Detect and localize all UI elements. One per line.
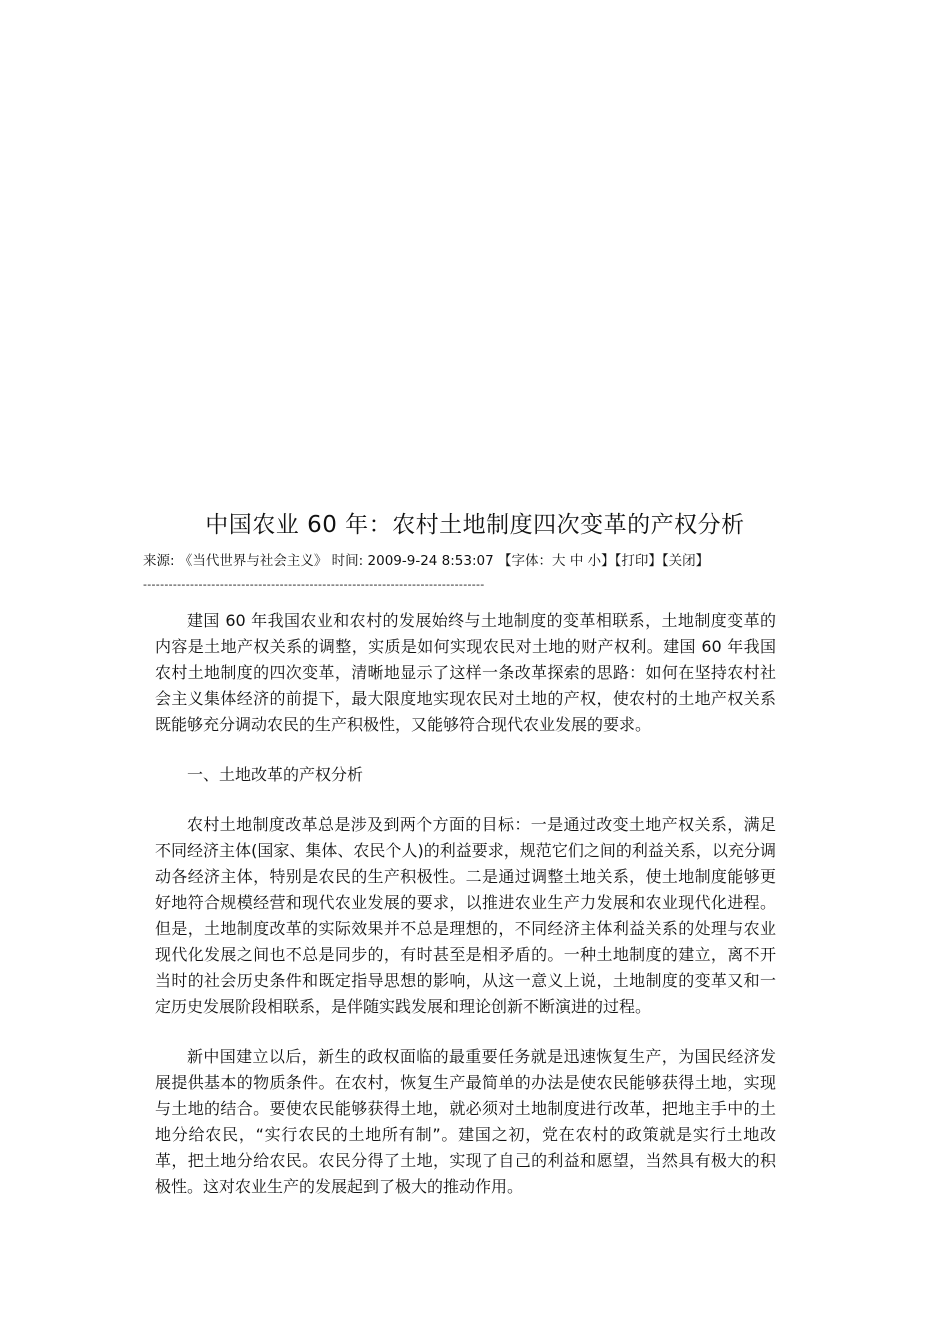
publish-time: 2009-9-24 8:53:07	[367, 553, 494, 569]
dashed-divider: --------------------------------------------------------------------------------	[143, 578, 485, 591]
article-title: 中国农业 60 年：农村土地制度四次变革的产权分析	[205, 512, 745, 538]
font-size-open: 【字体：	[498, 553, 553, 569]
font-size-close: 】	[601, 553, 615, 569]
source-label: 来源:	[143, 553, 175, 569]
time-label: 时间:	[331, 553, 364, 569]
font-size-small-link[interactable]: 小	[587, 553, 602, 569]
close-link[interactable]: 【关闭】	[661, 553, 710, 569]
paragraph: 新中国建立以后，新生的政权面临的最重要任务就是迅速恢复生产，为国民经济发展提供基本的物质条件。在农村，恢复生产最简单的办法是使农民能够获得土地，实现与土地的结合。要使农民能够获得土地，就必须对土地制度进行改革，把地主手中的土地分给农民，“实行农民的土地所有制”。建国之初，党在农村的政策就是实行土地改革，把土地分给农民。农民分得了土地，实现了自己的利益和愿望，当然具有极大的积极性。这对农业生产的发展起到了极大的推动作用。	[155, 1047, 776, 1196]
section-heading: 一、土地改革的产权分析	[187, 765, 364, 784]
font-size-large-link[interactable]: 大	[552, 553, 566, 569]
print-link[interactable]: 【打印】	[614, 553, 662, 569]
paragraph-intro: 建国 60 年我国农业和农村的发展始终与土地制度的变革相联系，土地制度变革的内容是土地产权关系的调整，实质是如何实现农民对土地的财产权利。建国 60 年我国农村土地制度的四次变革，清晰地显示了这样一条改革探索的思路：如何在坚持农村社会主义集体经济的前提下，最大限度地实现农民对土地的产权，使农村的土地产权关系既能够充分调动农民的生产积极性，又能够符合现代农业发展的要求。	[155, 611, 776, 734]
article-body	[155, 608, 776, 1224]
font-size-medium-link[interactable]: 中	[569, 553, 584, 569]
source-name: 《当代世界与社会主义》	[178, 553, 328, 569]
article-meta	[143, 550, 709, 572]
paragraph: 农村土地制度改革总是涉及到两个方面的目标：一是通过改变土地产权关系，满足不同经济主体(国家、集体、农民个人)的利益要求，规范它们之间的利益关系，以充分调动各经济主体，特别是农民的生产积极性。二是通过调整土地关系，使土地制度能够更好地符合规模经营和现代农业发展的要求，以推进农业生产力发展和农业现代化进程。但是，土地制度改革的实际效果并不总是理想的，不同经济主体利益关系的处理与农业现代化发展之间也不总是同步的，有时甚至是相矛盾的。一种土地制度的建立，离不开当时的社会历史条件和既定指导思想的影响，从这一意义上说，土地制度的变革又和一定历史发展阶段相联系，是伴随实践发展和理论创新不断演进的过程。	[155, 815, 776, 1016]
